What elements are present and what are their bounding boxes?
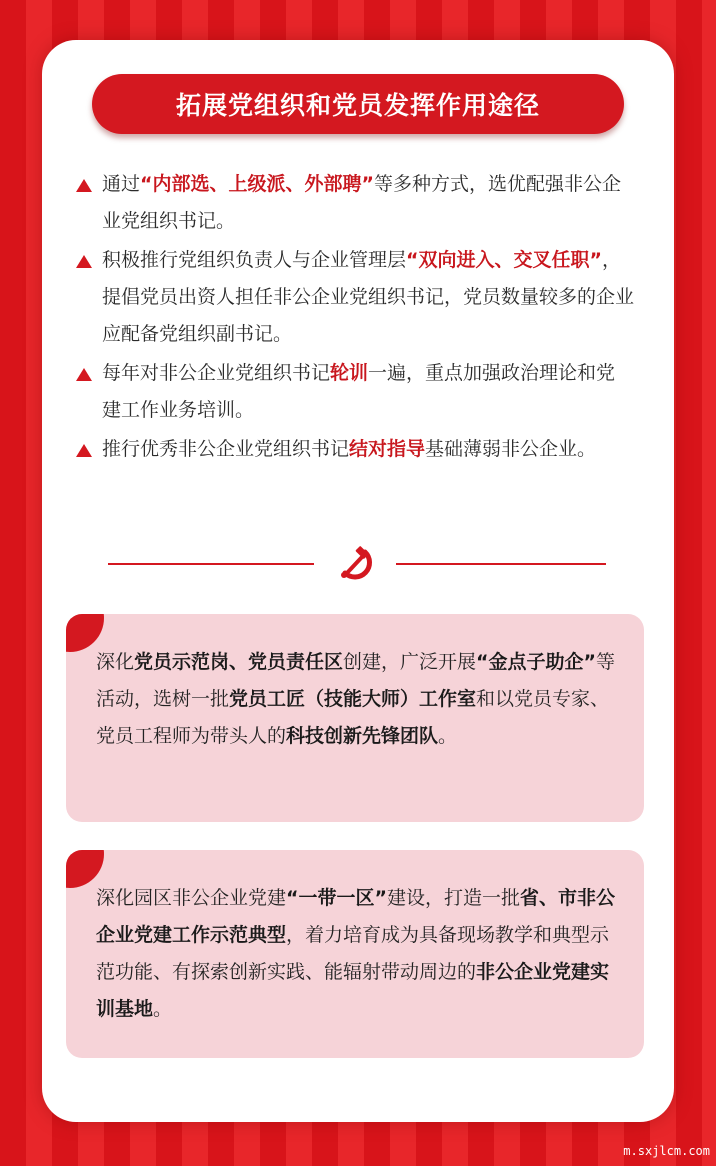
box-text: 深化园区非公企业党建“一带一区”建设，打造一批省、市非公企业党建工作示范典型，着力培育成为具备现场教学和典型示范功能、有探索创新实践、能辐射带动周边的非公企业党建实训基地。 <box>96 887 616 1020</box>
list-item <box>74 242 634 353</box>
list-item <box>74 166 634 240</box>
triangle-bullet-icon <box>76 368 92 381</box>
item-text: 一遍，重点加强政治理论和党建工作业务培训。 <box>102 362 616 421</box>
page-title: 拓展党组织和党员发挥作用途径 <box>92 74 624 134</box>
box-text: 深化党员示范岗、党员责任区创建，广泛开展“金点子助企”等活动，选树一批党员工匠（技能大师）工作室和以党员专家、党员工程师为带头人的科技创新先锋团队。 <box>96 651 616 747</box>
divider-line-left <box>108 563 314 565</box>
item-highlight: 轮训 <box>330 362 369 384</box>
initiative-box-1 <box>66 614 644 822</box>
triangle-bullet-icon <box>76 444 92 457</box>
item-highlight: “双向进入、交叉任职” <box>406 249 602 271</box>
triangle-bullet-icon <box>76 255 92 268</box>
item-text: 通过 <box>102 173 141 195</box>
item-text: 推行优秀非公企业党组织书记 <box>102 438 350 460</box>
measure-list <box>74 166 634 470</box>
item-text: 基础薄弱非公企业。 <box>425 438 597 460</box>
item-highlight: “内部选、上级派、外部聘” <box>140 173 374 195</box>
initiative-box-2 <box>66 850 644 1058</box>
item-highlight: 结对指导 <box>349 438 426 460</box>
list-item <box>74 431 634 468</box>
divider-line-right <box>396 563 606 565</box>
item-text: 每年对非公企业党组织书记 <box>102 362 331 384</box>
triangle-bullet-icon <box>76 179 92 192</box>
item-text: ，提倡党员出资人担任非公企业党组织书记，党员数量较多的企业应配备党组织副书记。 <box>102 249 635 345</box>
watermark: m.sxjlcm.com <box>623 1144 710 1158</box>
list-item <box>74 355 634 429</box>
hammer-sickle-icon <box>335 543 375 583</box>
item-text: 等多种方式，选优配强非公企业党组织书记。 <box>102 173 622 232</box>
item-text: 积极推行党组织负责人与企业管理层 <box>102 249 407 271</box>
